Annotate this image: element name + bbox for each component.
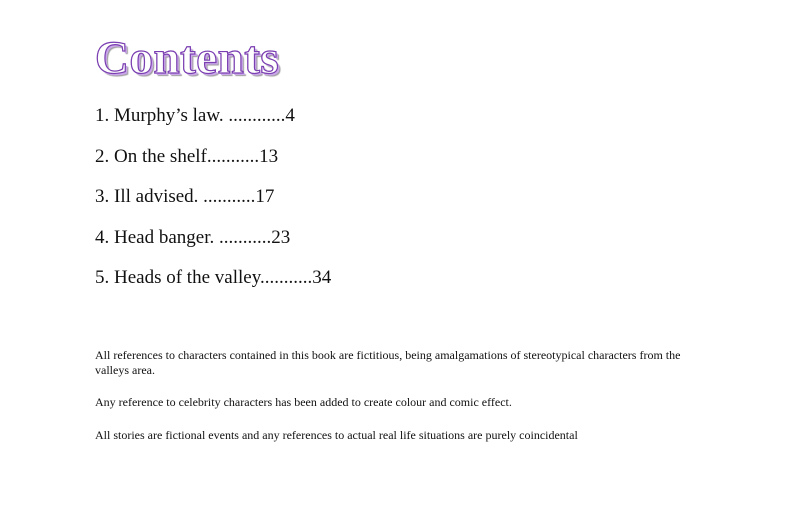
toc-entry-4: 4. Head banger. ...........23 bbox=[95, 226, 291, 248]
toc-entry-5: 5. Heads of the valley...........34 bbox=[95, 267, 332, 288]
disclaimer-notes bbox=[95, 348, 710, 460]
toc-entry-1: 1. Murphy’s law. ............4 bbox=[95, 105, 295, 126]
toc-entry-2: 2. On the shelf...........13 bbox=[95, 145, 279, 167]
page-title: Contents bbox=[95, 32, 280, 84]
toc-entry-3: 3. Ill advised. ...........17 bbox=[95, 186, 275, 207]
table-of-contents bbox=[95, 104, 331, 307]
disclaimer-fictional: All stories are fictional events and any references to actual real life situations are purely coincidental bbox=[95, 427, 578, 442]
disclaimer-characters: All references to characters contained in this book are fictitious, being amalgamations of stereotypical characters from the valleys area. bbox=[95, 348, 681, 377]
disclaimer-celebrity: Any reference to celebrity characters has been added to create colour and comic effect. bbox=[95, 395, 512, 409]
